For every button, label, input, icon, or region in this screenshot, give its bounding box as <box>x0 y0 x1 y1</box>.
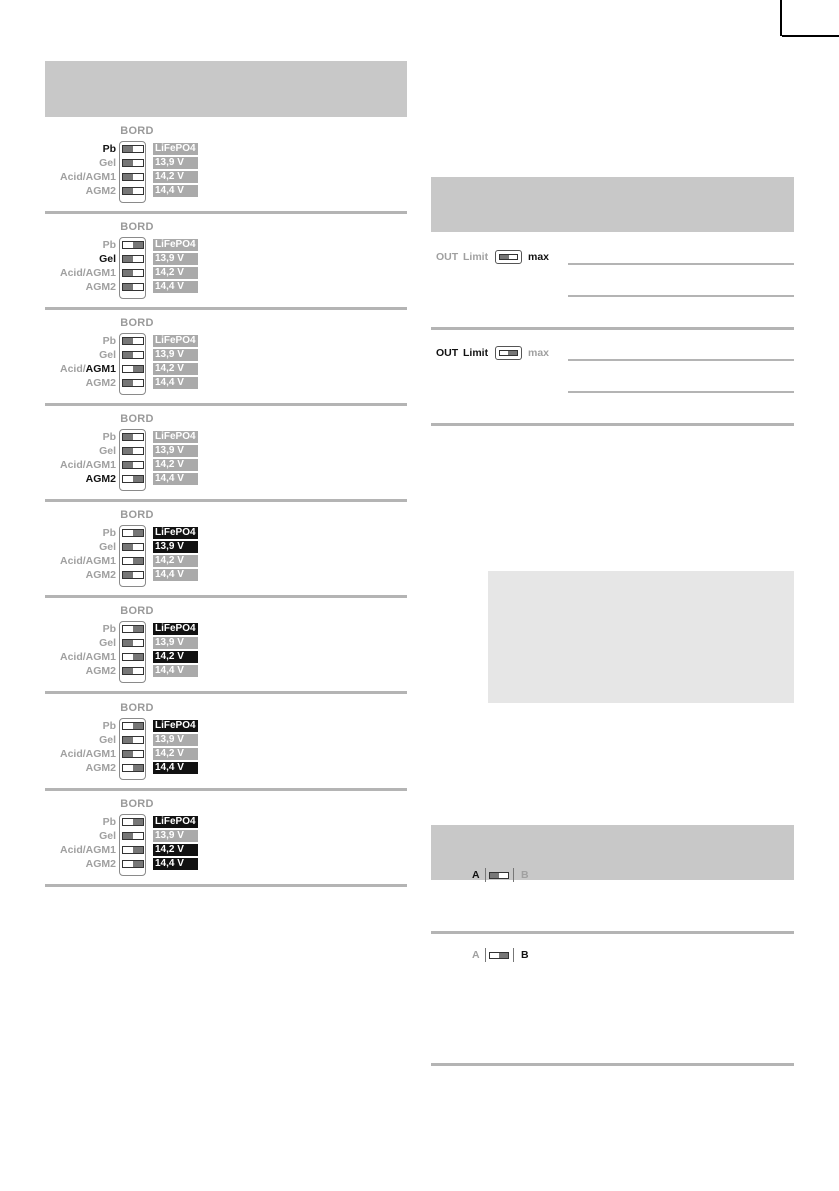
voltage-label: 13,9 V <box>153 734 198 746</box>
divider <box>568 359 794 361</box>
dip-switch-knob <box>123 380 133 386</box>
setting-row <box>45 816 407 829</box>
battery-type-label: AGM2 <box>85 281 116 293</box>
voltage-label: 13,9 V <box>153 637 198 649</box>
dip-switch <box>122 653 144 661</box>
setting-block-4 <box>45 413 407 503</box>
setting-block-8 <box>45 798 407 888</box>
battery-type-label: Gel <box>99 349 116 361</box>
setting-row <box>45 335 407 348</box>
dip-switch-knob <box>133 558 143 564</box>
setting-row <box>45 377 407 390</box>
setting-row <box>45 762 407 775</box>
setting-row <box>45 665 407 678</box>
dip-switch-knob <box>123 448 133 454</box>
divider <box>45 595 407 598</box>
dip-switch-knob <box>123 284 133 290</box>
divider <box>431 327 794 330</box>
battery-type-label: Gel <box>99 541 116 553</box>
divider <box>568 263 794 265</box>
bord-label: BORD <box>120 605 154 617</box>
voltage-label: 14,4 V <box>153 762 198 774</box>
setting-row <box>45 651 407 664</box>
dip-switch-knob <box>123 572 133 578</box>
voltage-label: 13,9 V <box>153 349 198 361</box>
dip-switch-knob <box>123 544 133 550</box>
out-limit-switch <box>495 250 522 264</box>
max-label: max <box>528 347 550 359</box>
ab-switch <box>484 948 514 962</box>
dip-switch <box>122 557 144 565</box>
dip-switch-knob <box>123 146 133 152</box>
bord-label: BORD <box>120 413 154 425</box>
battery-type-label: Pb <box>102 335 116 347</box>
setting-row <box>45 143 407 156</box>
ab-row-b <box>472 947 552 963</box>
setting-row <box>45 623 407 636</box>
setting-row <box>45 185 407 198</box>
dip-switch-knob <box>123 174 133 180</box>
dip-switch <box>122 187 144 195</box>
voltage-label: LiFePO4 <box>153 816 198 828</box>
setting-block-6 <box>45 605 407 695</box>
setting-row <box>45 569 407 582</box>
setting-row <box>45 734 407 747</box>
dip-switch-knob <box>123 270 133 276</box>
setting-row <box>45 844 407 857</box>
dip-switch-knob <box>133 530 143 536</box>
bord-label: BORD <box>120 702 154 714</box>
dip-switch-knob <box>133 366 143 372</box>
setting-row <box>45 253 407 266</box>
dip-switch <box>122 159 144 167</box>
dip-switch <box>122 241 144 249</box>
dip-switch-knob <box>133 476 143 482</box>
setting-row <box>45 858 407 871</box>
setting-row <box>45 445 407 458</box>
voltage-label: 14,2 V <box>153 171 198 183</box>
setting-row <box>45 830 407 843</box>
dip-switch-knob <box>123 737 133 743</box>
dip-switch-knob <box>133 723 143 729</box>
dip-switch-knob <box>123 352 133 358</box>
dip-switch <box>122 764 144 772</box>
bord-label: BORD <box>120 221 154 233</box>
battery-type-label: Pb <box>102 143 116 155</box>
dip-switch <box>122 255 144 263</box>
setting-row <box>45 527 407 540</box>
dip-switch-knob <box>133 819 143 825</box>
dip-switch-knob <box>123 188 133 194</box>
voltage-label: LiFePO4 <box>153 431 198 443</box>
dip-switch-knob <box>123 160 133 166</box>
ab-switch <box>484 868 514 882</box>
left-section-header <box>45 61 407 117</box>
voltage-label: LiFePO4 <box>153 335 198 347</box>
setting-block-7 <box>45 702 407 792</box>
setting-row <box>45 473 407 486</box>
a-label: A <box>472 949 480 961</box>
bord-label: BORD <box>120 798 154 810</box>
out-label: OUT <box>436 347 459 359</box>
switch-knob <box>499 953 508 958</box>
divider <box>431 423 794 426</box>
dip-switch <box>122 433 144 441</box>
dip-switch <box>122 846 144 854</box>
setting-row <box>45 541 407 554</box>
out-limit-row-limit <box>436 345 566 361</box>
voltage-label: LiFePO4 <box>153 143 198 155</box>
battery-type-label: Gel <box>99 830 116 842</box>
dip-switch <box>122 832 144 840</box>
voltage-label: LiFePO4 <box>153 239 198 251</box>
dip-switch <box>122 529 144 537</box>
battery-type-label: Gel <box>99 157 116 169</box>
battery-type-label: AGM2 <box>85 762 116 774</box>
voltage-label: 13,9 V <box>153 157 198 169</box>
dip-switch <box>122 379 144 387</box>
voltage-label: 14,4 V <box>153 473 198 485</box>
divider <box>45 499 407 502</box>
setting-row <box>45 431 407 444</box>
divider <box>45 307 407 310</box>
dip-switch <box>122 475 144 483</box>
out-limit-row-max <box>436 249 566 265</box>
dip-switch <box>122 337 144 345</box>
dip-switch <box>122 543 144 551</box>
dip-switch <box>122 461 144 469</box>
battery-type-label: AGM2 <box>85 377 116 389</box>
dip-switch <box>122 860 144 868</box>
divider <box>568 295 794 297</box>
dip-switch <box>122 269 144 277</box>
setting-row <box>45 748 407 761</box>
dip-switch-knob <box>133 765 143 771</box>
voltage-label: 14,4 V <box>153 185 198 197</box>
battery-type-label: AGM2 <box>85 569 116 581</box>
battery-type-label: AGM2 <box>85 665 116 677</box>
dip-switch-knob <box>133 626 143 632</box>
dip-switch <box>122 283 144 291</box>
battery-type-label: Gel <box>99 734 116 746</box>
voltage-label: 14,2 V <box>153 363 198 375</box>
dip-switch <box>122 639 144 647</box>
battery-type-label: Pb <box>102 720 116 732</box>
voltage-label: 14,2 V <box>153 844 198 856</box>
limit-label: Limit <box>463 347 489 359</box>
max-label: max <box>528 251 550 263</box>
divider <box>45 884 407 887</box>
voltage-label: LiFePO4 <box>153 623 198 635</box>
setting-row <box>45 157 407 170</box>
bord-label: BORD <box>120 317 154 329</box>
voltage-label: 14,2 V <box>153 459 198 471</box>
switch-knob <box>490 873 499 878</box>
divider <box>431 1063 794 1066</box>
switch-knob <box>500 255 509 259</box>
dip-switch <box>122 351 144 359</box>
divider <box>45 403 407 406</box>
divider <box>45 691 407 694</box>
dip-switch <box>122 365 144 373</box>
battery-type-label: Gel <box>99 253 116 265</box>
dip-switch <box>122 736 144 744</box>
divider <box>45 211 407 214</box>
voltage-label: 14,4 V <box>153 281 198 293</box>
setting-row <box>45 720 407 733</box>
battery-type-label: Acid/AGM1 <box>59 267 116 279</box>
divider <box>431 931 794 934</box>
dip-switch-knob <box>123 434 133 440</box>
dip-switch-knob <box>133 847 143 853</box>
battery-type-label: Acid/AGM1 <box>59 363 116 375</box>
limit-label: Limit <box>463 251 489 263</box>
voltage-label: 14,4 V <box>153 569 198 581</box>
battery-type-label: Acid/AGM1 <box>59 459 116 471</box>
voltage-label: 14,2 V <box>153 651 198 663</box>
note-box <box>488 571 794 703</box>
dip-switch-knob <box>123 751 133 757</box>
voltage-label: LiFePO4 <box>153 527 198 539</box>
crop-mark-vertical <box>780 0 782 36</box>
dip-switch-knob <box>133 242 143 248</box>
setting-block-1 <box>45 125 407 215</box>
setting-row <box>45 637 407 650</box>
battery-type-label: AGM2 <box>85 858 116 870</box>
setting-row <box>45 459 407 472</box>
voltage-label: 14,2 V <box>153 748 198 760</box>
setting-row <box>45 267 407 280</box>
divider <box>45 788 407 791</box>
dip-switch <box>122 625 144 633</box>
battery-type-label: AGM2 <box>85 473 116 485</box>
a-label: A <box>472 869 480 881</box>
voltage-label: 14,2 V <box>153 555 198 567</box>
battery-type-label: Acid/AGM1 <box>59 651 116 663</box>
battery-type-label: Acid/AGM1 <box>59 748 116 760</box>
dip-switch-knob <box>123 462 133 468</box>
switch-knob <box>508 351 517 355</box>
battery-type-label: Gel <box>99 637 116 649</box>
dip-switch <box>122 818 144 826</box>
battery-type-label: Pb <box>102 239 116 251</box>
setting-block-2 <box>45 221 407 311</box>
battery-type-label: AGM2 <box>85 185 116 197</box>
crop-mark-horizontal <box>782 35 839 37</box>
battery-type-label: Pb <box>102 527 116 539</box>
setting-row <box>45 349 407 362</box>
setting-row <box>45 171 407 184</box>
voltage-label: 13,9 V <box>153 253 198 265</box>
voltage-label: 14,4 V <box>153 377 198 389</box>
dip-switch-knob <box>123 640 133 646</box>
dip-switch-knob <box>133 654 143 660</box>
setting-block-3 <box>45 317 407 407</box>
dip-switch <box>122 750 144 758</box>
voltage-label: 14,4 V <box>153 665 198 677</box>
battery-type-label: Acid/AGM1 <box>59 171 116 183</box>
dip-switch <box>122 173 144 181</box>
dip-switch-knob <box>123 668 133 674</box>
dip-switch-knob <box>123 256 133 262</box>
setting-row <box>45 239 407 252</box>
dip-switch <box>122 145 144 153</box>
out-limit-switch <box>495 346 522 360</box>
setting-row <box>45 555 407 568</box>
voltage-label: 13,9 V <box>153 830 198 842</box>
out-limit-section-header <box>431 177 794 232</box>
battery-type-label: Gel <box>99 445 116 457</box>
dip-switch <box>122 722 144 730</box>
battery-type-label: Pb <box>102 623 116 635</box>
divider <box>568 391 794 393</box>
voltage-label: 13,9 V <box>153 541 198 553</box>
dip-switch-knob <box>123 833 133 839</box>
b-label: B <box>521 869 529 881</box>
voltage-label: 14,2 V <box>153 267 198 279</box>
dip-switch <box>122 667 144 675</box>
setting-row <box>45 363 407 376</box>
battery-type-label: Pb <box>102 816 116 828</box>
voltage-label: 14,4 V <box>153 858 198 870</box>
battery-type-label: Acid/AGM1 <box>59 844 116 856</box>
voltage-label: LiFePO4 <box>153 720 198 732</box>
ab-row-a <box>472 867 552 883</box>
dip-switch-knob <box>133 861 143 867</box>
dip-switch <box>122 447 144 455</box>
bord-label: BORD <box>120 509 154 521</box>
battery-type-label: Pb <box>102 431 116 443</box>
dip-switch-knob <box>123 338 133 344</box>
out-label: OUT <box>436 251 459 263</box>
bord-label: BORD <box>120 125 154 137</box>
b-label: B <box>521 949 529 961</box>
setting-block-5 <box>45 509 407 599</box>
setting-row <box>45 281 407 294</box>
voltage-label: 13,9 V <box>153 445 198 457</box>
battery-type-label: Acid/AGM1 <box>59 555 116 567</box>
dip-switch <box>122 571 144 579</box>
